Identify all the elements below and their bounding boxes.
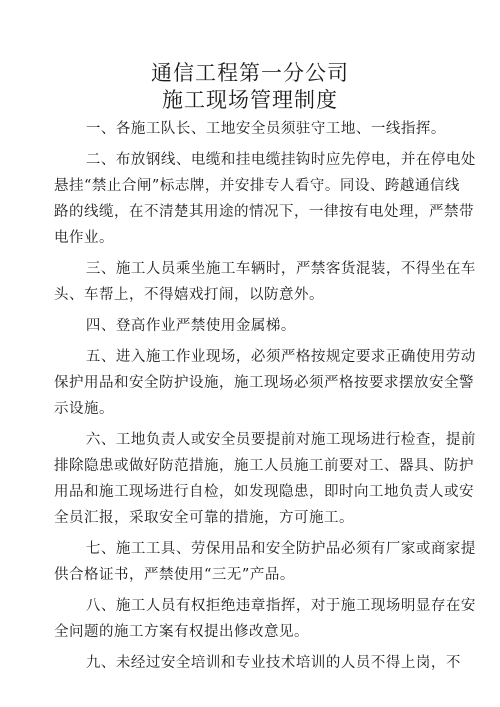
- paragraph-line: 排除隐患或做好防范措施，施工人员施工前要对工、器具、防护: [54, 458, 474, 474]
- paragraph-line: 九、未经过安全培训和专业技术培训的人员不得上岗，不: [85, 655, 461, 671]
- paragraph-line: 保护用品和安全防护设施，施工现场必须严格按要求摆放安全警: [54, 375, 474, 391]
- paragraph-line: 五、进入施工作业现场，必须严格按规定要求正确使用劳动: [85, 349, 476, 365]
- paragraph-line: 二、布放钢线、电缆和挂电缆挂钩时应先停电，并在停电处: [85, 152, 476, 168]
- document-body: [54, 116, 476, 681]
- paragraph-7: [54, 536, 476, 588]
- paragraph-8: [54, 593, 476, 645]
- paragraph-line: 示设施。: [54, 401, 114, 417]
- paragraph-9: [54, 650, 461, 676]
- paragraph-line: 电作业。: [54, 230, 114, 246]
- paragraph-1: [54, 116, 444, 142]
- paragraph-line: 七、施工工具、劳保用品和安全防护品必须有厂家或商家提: [85, 541, 476, 557]
- paragraph-line: 一、各施工队长、工地安全员须驻守工地、一线指挥。: [85, 121, 446, 137]
- paragraph-line: 路的线缆，在不清楚其用途的情况下，一律按有电处理，严禁带: [54, 204, 474, 220]
- paragraph-line: 三、施工人员乘坐施工车辆时，严禁客货混装，不得坐在车: [85, 261, 476, 277]
- paragraph-line: 八、施工人员有权拒绝违章指挥，对于施工现场明显存在安: [85, 598, 476, 614]
- paragraph-2: [54, 147, 476, 251]
- paragraph-line: 供合格证书，严禁使用“三无”产品。: [54, 567, 295, 583]
- paragraph-line: 全问题的施工方案有权提出修改意见。: [54, 624, 309, 640]
- paragraph-4: [54, 313, 444, 339]
- paragraph-6: [54, 427, 476, 531]
- paragraph-line: 头、车帮上，不得嬉戏打闹，以防意外。: [54, 287, 324, 303]
- document-title-line1: 通信工程第一分公司: [151, 61, 349, 85]
- document-title-line2: 施工现场管理制度: [162, 88, 338, 112]
- paragraph-5: [54, 344, 476, 422]
- paragraph-line: 四、登高作业严禁使用金属梯。: [85, 318, 296, 334]
- paragraph-line: 悬挂“禁止合闸”标志牌，并安排专人看守。同设、跨越通信线: [54, 178, 460, 194]
- paragraph-3: [54, 256, 476, 308]
- paragraph-line: 六、工地负责人或安全员要提前对施工现场进行检查，提前: [85, 432, 476, 448]
- paragraph-line: 全员汇报，采取安全可靠的措施，方可施工。: [54, 510, 354, 526]
- paragraph-line: 用品和施工现场进行自检，如发现隐患，即时向工地负责人或安: [54, 484, 474, 500]
